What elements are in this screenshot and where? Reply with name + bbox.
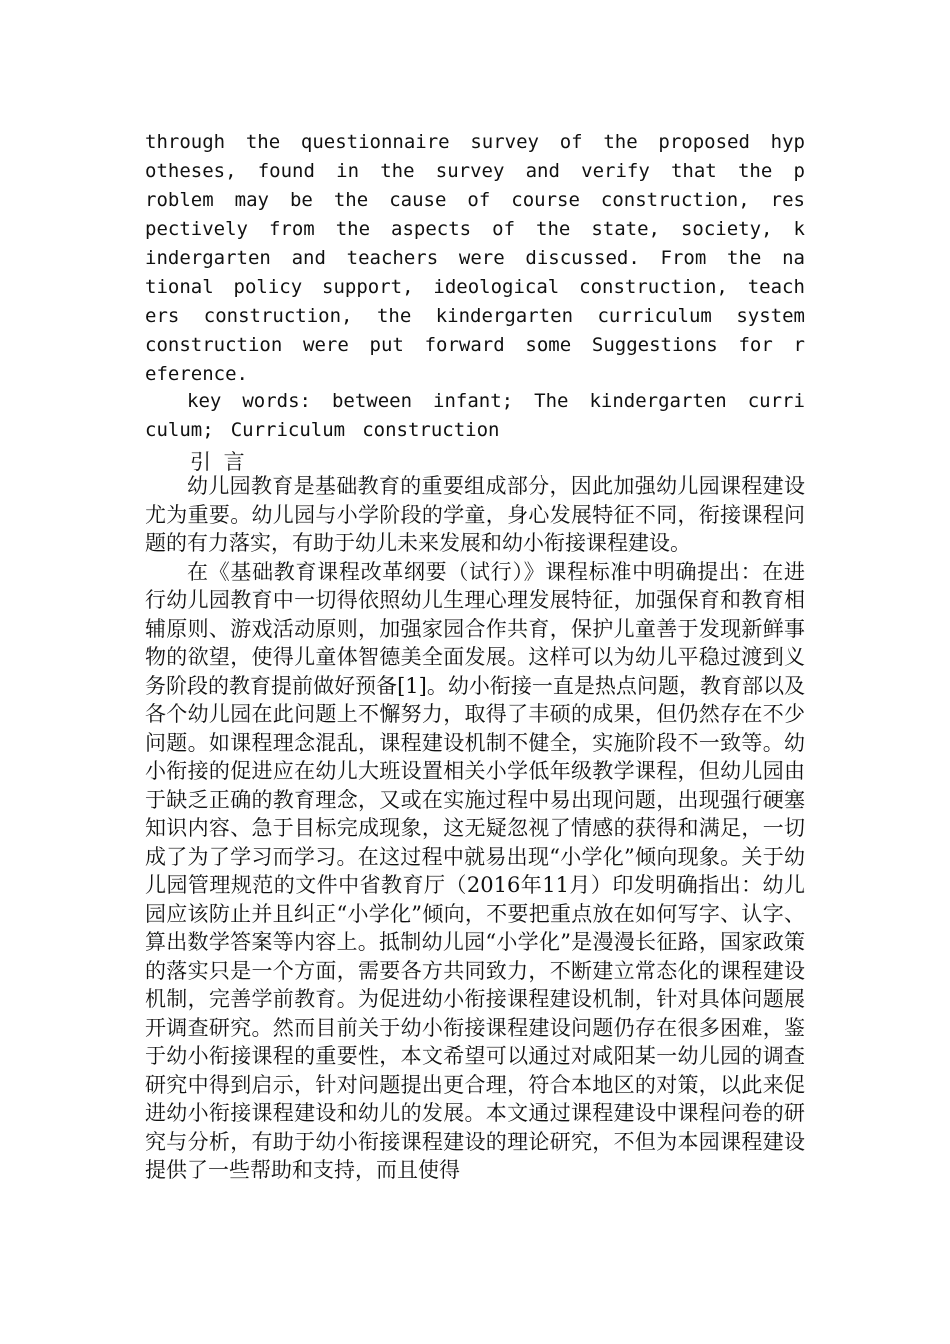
abstract-line: ers construction, the kindergarten curriculum system (145, 305, 805, 327)
abstract-line: otheses, found in the survey and verify that the p (145, 160, 805, 182)
intro-paragraph-2: 在《基础教育课程改革纲要（试行）》课程标准中明确提出：在进行幼儿园教育中一切得依照幼儿生理心理发展特征，加强保育和教育相辅原则、游戏活动原则，加强家园合作共育，保护儿童善于发现新鲜事物的欲望，使得儿童体智德美全面发展。这样可以为幼儿平稳过渡到义务阶段的教育提前做好预备[1]。幼小衔接一直是热点问题，教育部以及各个幼儿园在此问题上不懈努力，取得了丰硕的成果，但仍然存在不少问题。如课程理念混乱，课程建设机制不健全，实施阶段不一致等。幼小衔接的促进应在幼儿大班设置相关小学低年级教学课程，但幼儿园由于缺乏正确的教育理念，又或在实施过程中易出现问题，出现强行硬塞知识内容、急于目标完成现象，这无疑忽视了情感的获得和满足，一切成了为了学习而学习。在这过程中就易出现“小学化”倾向现象。关于幼儿园管理规范的文件中省教育厅（2016年11月）印发明确指出：幼儿园应该防止并且纠正“小学化”倾向，不要把重点放在如何写字、认字、算出数学答案等内容上。抵制幼儿园“小学化”是漫漫长征路，国家政策的落实只是一个方面，需要各方共同致力，不断建立常态化的课程建设机制，完善学前教育。为促进幼小衔接课程建设机制，针对具体问题展开调查研究。然而目前关于幼小衔接课程建设问题仍存在很多困难，鉴于幼小衔接课程的重要性，本文希望可以通过对咸阳某一幼儿园的调查研究中得到启示，针对问题提出更合理，符合本地区的对策，以此来促进幼小衔接课程建设和幼儿的发展。本文通过课程建设中课程问卷的研究与分析，有助于幼小衔接课程建设的理论研究，不但为本园课程建设提供了一些帮助和支持，而且使得 (145, 559, 805, 1182)
english-abstract (145, 128, 805, 389)
abstract-line: through the questionnaire survey of the proposed hyp (145, 131, 805, 153)
keywords-line: culum; Curriculum construction (145, 419, 500, 441)
abstract-line: construction were put forward some Suggestions for r (145, 334, 805, 356)
abstract-line: roblem may be the cause of course construction, res (145, 189, 805, 211)
abstract-line: pectively from the aspects of the state, society, k (145, 218, 805, 240)
introduction-body (145, 472, 805, 1185)
keywords-line: key words: between infant; The kindergarten curri (187, 390, 805, 412)
intro-paragraph-1: 幼儿园教育是基础教育的重要组成部分，因此加强幼儿园课程建设尤为重要。幼儿园与小学阶段的学童，身心发展特征不同，衔接课程问题的有力落实，有助于幼儿未来发展和幼小衔接课程建设。 (145, 474, 805, 555)
english-keywords (145, 387, 805, 445)
section-heading-introduction: 引言 (190, 450, 258, 474)
abstract-line: indergarten and teachers were discussed. From the na (145, 247, 805, 269)
abstract-line: tional policy support, ideological construction, teach (145, 276, 805, 298)
abstract-line: eference. (145, 363, 248, 385)
